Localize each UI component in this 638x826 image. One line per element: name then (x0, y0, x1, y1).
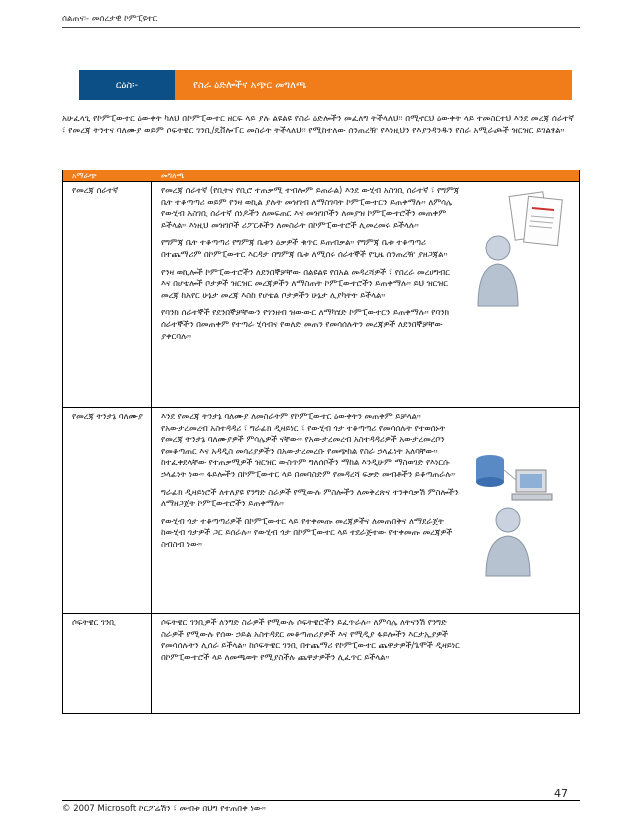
row-term: የመረጃ ትንታኔ ባለሙያ (72, 411, 143, 421)
table-bottom-border (63, 713, 579, 714)
info-worker-illustration (470, 188, 570, 318)
person-icon (486, 508, 530, 576)
table-row (63, 613, 579, 714)
banner-title: የስራ ዕድሎችና አጭር መግለጫ (175, 70, 572, 100)
footer-divider (62, 800, 580, 801)
description-paragraph: ግራፊክ ዲዛይነሮች ለተለያዩ የንግድ ስራዎች የሚውሉ ምስሎችን ለመቅረጽና ተንቀሳቃሽ ምስሎችን ለማዘጋጀት ኮምፒውተሮችን ይጠቀማሉ። (161, 486, 459, 509)
row-description (161, 185, 461, 348)
page-number: 47 (554, 787, 568, 800)
banner-left-spacer (62, 70, 79, 100)
row-term: የመረጃ ሰራተኛ (72, 185, 119, 195)
row-term: ሶፍትዌር ገንቢ (72, 617, 116, 627)
description-paragraph: የግምጃ ቤት ተቆጣጣሪ የግምጃ ቤቱን ዕቃዎች ቁጥር ይጠብቃል። የግምጃ ቤቱ ተቆጣጣሪ በተጨማሪም በኮምፒውተር እርዳታ በግምጃ ቤቱ ለሚሰሩ ሰራተኞች የጊዜ ሰንጠረዥ ያዘጋጃል። (161, 237, 448, 259)
document-icon (509, 192, 562, 246)
description-paragraph: የባንክ ሰራተኞች የደንበኞቻቸውን የገንዘብ ዝውውር ለማካሄድ ኮምፒውተርን ይጠቀማሉ። የባንክ ሰራተኞችን በመጠቀም የተጣራ ሂሳብና የወለድ መጠን የመሳሰሉትን መረጃዎች ለደንበኞቻቸው ያቀርባሉ። (161, 307, 450, 341)
intro-paragraph: አሁፈላጊ የኮምፒውተር ዕውቀት ካለህ በኮምፒውተር ዘርፍ ላይ ያሉ ልዩልዩ የስራ ዕድሎችን መፈለግ ትችላለህ፡፡ በሚኖርህ ዕውቀት ላይ ተመስርተህ እንደ መረጃ ሰራተኛ ፣ የመረጃ ትንተና ባለሙያ ወይም ሶፍትዌር ገንቢ/ዴቨሎፐር መስራት ትችላለህ፡፡ የሚከተለው ሰንጠረዥ የእነዚህን የእያንዳንዱን የስራ አሚራጮች ዝርዝር ይገልፃል። (62, 114, 575, 136)
table-header-row (63, 170, 579, 181)
running-header: ሰልጠና፡- መሰረታዊ ኮምፒዩተር (62, 14, 158, 24)
person-icon (478, 236, 518, 306)
database-icon (476, 455, 504, 487)
row-description (161, 617, 461, 669)
table-header-description: መግለጫ (161, 171, 185, 180)
description-paragraph: የውሂብ ጎታ ተቆጣጣሪዎች በኮምፒውተር ላይ የተቀመጡ መረጃዎችና ለመጠበቅና ለማደራጀት ከውሂብ ጎታዎች ጋር ይሰራሉ። የውሂብ ጎታ በኮምፒውተር ላይ ተደራጅተው የተቀመጡ መረጃዎች ስብስብ ነው። (161, 515, 453, 549)
data-analyst-illustration (460, 450, 570, 580)
computer-icon (512, 470, 552, 500)
banner-label: ርዕስ፡- (79, 70, 175, 100)
description-paragraph: የንዛ ወኪሎች ኮምፒውተሮችን ለደንበኞቻቸው በልዩልዩ የበአል መዳረሻዎች ፣ የበረራ መረሀግብር እና በሆቴሎች ቦታዎች ዝርዝር መረጃዎችን ለማስጠት ኮምፒውተሮችን ይጠቀማሉ። ይህ ዝርዝር መረጃ ከአየር ሁኔታ መረጃ እስከ የሆቴል ቦታዎችን ሁኔታ ሊያካትት ይችላል። (161, 266, 450, 300)
table-header-option: አማራጭ (72, 171, 97, 180)
description-paragraph: እንደ የመረጃ ትንታኔ ባለሙያ ለመስራትም የኮምፒውተር ዕውቀትን መጠቀም ይቻላል። የአውታረመረብ አስተዳዳሪ ፣ ግራፊክ ዲዛይነር ፣ የውሂብ ጎታ ተቆጣጣሪ የመሳሰሉት የተወሰኑት የመረጃ ትንታኔ ባለሙያዎች ምሳሌዎች ናቸው። የአውታረመረብ አስተዳዳሪዎች አውታረመረቦን የመቆጣጠር እና አዳዲስ መሳሪያዎችን በአውታረመረቡ የመጭከል የስራ ኃላፊነት አለባቸው። ከተፈቀደላቸው የተጠቃሚዎች ዝርዝር ውስጥም ግለሰቦችን ማከል እንዲሁም ማስወገድ የእነርሱ ኃላፊነት ነው። ፋይሎችን በኮምፒውተር ላይ በመባስድም የመዳረሻ ፍቃድ መብቶችን ይቆጣጠራሉ። (161, 411, 456, 479)
section-banner (62, 70, 572, 100)
row-description (161, 411, 461, 557)
description-paragraph: ሶፍትዌር ገንቢዎች ለንግድ ስራዎች የሚውሉ ሶፍትዌሮችን ይፈጥራሉ። ለምሳሌ ለትናንሽ የንግድ ስራዎች የሚውሉ የሰው ኃይል አስተዳደር መቆጣጠሪያዎች እና የሚዲያ ፋይሎችን እርታኢያዎች የመሳሰሉትን ሊሰራ ይችላል። ከሶፍትዌር ገንቢ በተጨማሪ የኮምፒውተር ጨዋታዎች/ጌሞች ዲዛይነር በኮምፒውተሮች ላይ ለመጫወት የሚያስችሉ ጨዋታዎችን ሊፈጥር ይችላል። (161, 617, 460, 662)
description-paragraph: የመረጃ ሰራተኛ (የቢትና የቢሮ ተጠቃሚ ተብሎም ይጠራል) እንደ ውሂብ አስገቢ ሰራተኛ ፣ የግምጃ ቤት ተቆጣጣሪ ወይም የንዛ ወኪል ያሉት መዝገብ ለማስገባት ኮምፒውተርን ይጠቀማሉ። ለምሳሌ የውሂብ አስገቢ ሰራተኛ ሰነዶችን ለመፍጠር እና መዝገቦችን ለመያዝ ኮምፒውተሮችን መጠቀም ይችላል። እነዚህ መዝገቦች ሪፖርቶችን ለመስራት በኮምፒውተሮች ሊመረመሩ ይችላሉ። (161, 185, 460, 230)
header-divider (62, 27, 580, 28)
copyright-footer: © 2007 Microsoft ኮርፖሬሽን ፣ መብቱ በህግ የተጠበቀ ነው። (62, 804, 266, 814)
